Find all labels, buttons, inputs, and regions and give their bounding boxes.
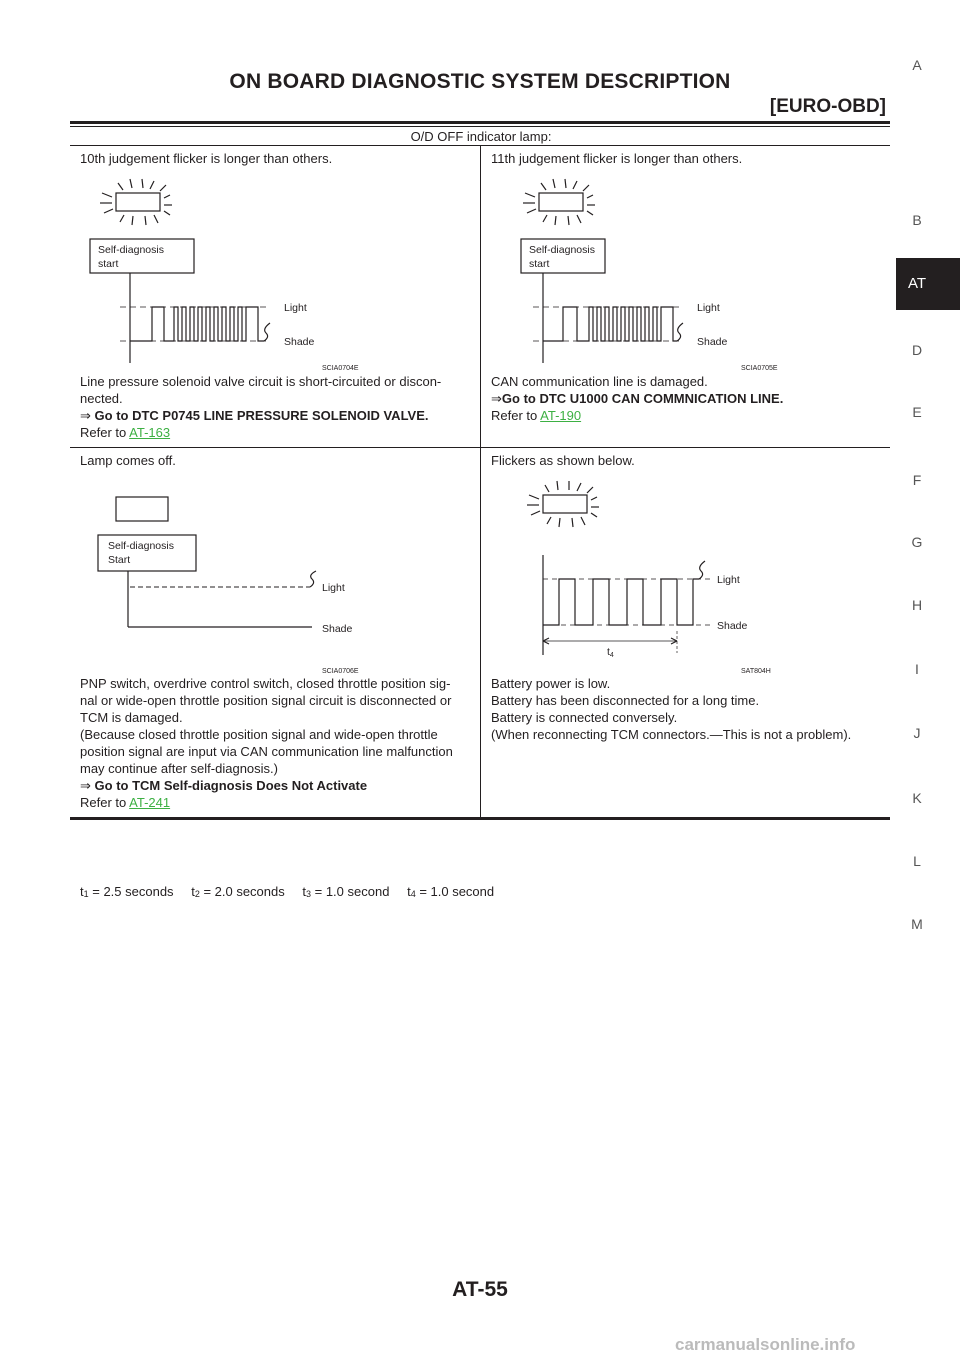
cell-desc-line: TCM is damaged.: [80, 710, 183, 725]
t-symbol: t: [607, 646, 610, 658]
light-label: Light: [322, 582, 345, 594]
t3-value: = 1.0 second: [311, 884, 390, 899]
shade-label: Shade: [284, 336, 315, 348]
header-rule-thin: [70, 126, 890, 127]
figure-id: SCIA0704E: [322, 365, 359, 372]
cell-desc-line: nal or wide-open throttle position signal circuit is disconnected or: [80, 693, 452, 708]
flicker-diagram-11: [491, 167, 871, 373]
arrow-icon: ⇒: [80, 778, 91, 793]
cell-flickers: [481, 448, 891, 819]
page-number: AT-55: [452, 1278, 508, 1301]
cell-desc-2: nected.: [80, 391, 123, 406]
light-label: Light: [697, 302, 720, 314]
box-label: Self-diagnosis: [529, 244, 595, 256]
index-tab-k[interactable]: K: [912, 790, 922, 806]
box-label-2: start: [529, 258, 550, 270]
flicker-diagram-periodic: [491, 469, 871, 675]
index-tab-a[interactable]: A: [912, 57, 922, 73]
index-tab-m[interactable]: M: [911, 916, 923, 932]
figure-11th-flicker: [491, 167, 882, 373]
index-tab-i[interactable]: I: [915, 661, 919, 677]
cell-11th-flicker: [481, 146, 891, 448]
box-label-2: start: [98, 258, 119, 270]
goto-text: Go to TCM Self-diagnosis Does Not Activate: [94, 778, 368, 793]
goto-text: Go to DTC U1000 CAN COMMNICATION LINE.: [501, 391, 784, 406]
watermark-footer: carmanualsonline.info: [675, 1335, 856, 1354]
lamp-icon: [116, 193, 160, 211]
cell-title: 10th judgement flicker is longer than others.: [80, 151, 333, 166]
t3-symbol: t: [302, 884, 306, 899]
t4-subscript: 4: [410, 889, 416, 899]
t1-symbol: t: [80, 884, 84, 899]
shade-label: Shade: [322, 623, 353, 635]
box-label-2: Start: [108, 554, 131, 566]
cell-desc-line: (When reconnecting TCM connectors.—This is not a problem).: [491, 727, 852, 742]
lamp-icon: [539, 193, 583, 211]
flicker-diagram-10: [80, 167, 460, 373]
arrow-icon: ⇒: [80, 408, 91, 423]
goto-text: Go to DTC P0745 LINE PRESSURE SOLENOID VALVE.: [94, 408, 429, 423]
t-subscript: 4: [609, 652, 614, 659]
cell-desc-line: (Because closed throttle position signal and wide-open throttle: [80, 727, 438, 742]
cell-title: Flickers as shown below.: [491, 453, 635, 468]
cell-desc-line: position signal are input via CAN communication line malfunction: [80, 744, 453, 759]
indicator-lamp-table: [70, 128, 890, 820]
arrow-icon: ⇒: [491, 391, 502, 406]
cell-desc-line: Battery is connected conversely.: [491, 710, 678, 725]
cell-desc-line: Battery has been disconnected for a long time.: [491, 693, 760, 708]
cell-desc-line: may continue after self-diagnosis.): [80, 761, 278, 776]
timing-note: [80, 884, 494, 899]
figure-lamp-off: [80, 469, 472, 675]
lamp-icon: [116, 497, 168, 521]
shade-label: Shade: [697, 336, 728, 348]
figure-id: SCIA0705E: [741, 365, 778, 372]
cell-desc-line: PNP switch, overdrive control switch, closed throttle position sig-: [80, 676, 451, 691]
index-tab-e[interactable]: E: [912, 404, 922, 420]
refer-text: Refer to: [491, 408, 541, 423]
index-tab-j[interactable]: J: [913, 725, 921, 741]
index-tab-l[interactable]: L: [913, 853, 921, 869]
figure-id: SCIA0706E: [322, 668, 359, 675]
t2-subscript: 2: [194, 889, 200, 899]
cell-desc-line: Battery power is low.: [491, 676, 611, 691]
cell-desc: CAN communication line is damaged.: [491, 374, 708, 389]
page-title: ON BOARD DIAGNOSTIC SYSTEM DESCRIPTION: [229, 70, 731, 93]
lamp-off-diagram: [80, 469, 460, 675]
table-caption: O/D OFF indicator lamp:: [70, 128, 890, 146]
t3-subscript: 3: [306, 889, 312, 899]
t2-value: = 2.0 seconds: [199, 884, 285, 899]
refer-text: Refer to: [80, 425, 130, 440]
t1-subscript: 1: [83, 889, 89, 899]
index-tab-g[interactable]: G: [911, 534, 923, 550]
index-tab-d[interactable]: D: [911, 342, 923, 358]
light-label: Light: [284, 302, 307, 314]
shade-label: Shade: [717, 620, 748, 632]
index-tab-h[interactable]: H: [911, 597, 923, 613]
link-at-163[interactable]: AT-163: [129, 425, 171, 440]
link-at-241[interactable]: AT-241: [129, 795, 171, 810]
t1-value: = 2.5 seconds: [88, 884, 174, 899]
section-index-tabs: [896, 0, 960, 1358]
cell-title: 11th judgement flicker is longer than others.: [491, 151, 743, 166]
figure-10th-flicker: [80, 167, 472, 373]
box-label: Self-diagnosis: [98, 244, 164, 256]
index-tab-b[interactable]: B: [912, 212, 922, 228]
t4-value: = 1.0 second: [415, 884, 495, 899]
box-label: Self-diagnosis: [108, 540, 174, 552]
figure-flickers: [491, 469, 882, 675]
refer-text: Refer to: [80, 795, 130, 810]
figure-id: SAT804H: [741, 668, 771, 675]
cell-desc: Line pressure solenoid valve circuit is short-circuited or discon-: [80, 374, 442, 389]
index-tab-at-active[interactable]: [896, 258, 960, 310]
light-label: Light: [717, 574, 740, 586]
t4-symbol: t: [407, 884, 411, 899]
cell-lamp-off: [70, 448, 481, 819]
cell-10th-flicker: [70, 146, 481, 448]
link-at-190[interactable]: AT-190: [540, 408, 582, 423]
lamp-icon: [543, 495, 587, 513]
header-rule: [70, 121, 890, 124]
index-tab-f[interactable]: F: [912, 472, 922, 488]
index-tab-at-label: AT: [907, 275, 927, 292]
cell-title: Lamp comes off.: [80, 453, 176, 468]
t4-label: [607, 646, 614, 659]
section-subtitle: [EURO-OBD]: [769, 96, 886, 117]
t2-symbol: t: [191, 884, 195, 899]
